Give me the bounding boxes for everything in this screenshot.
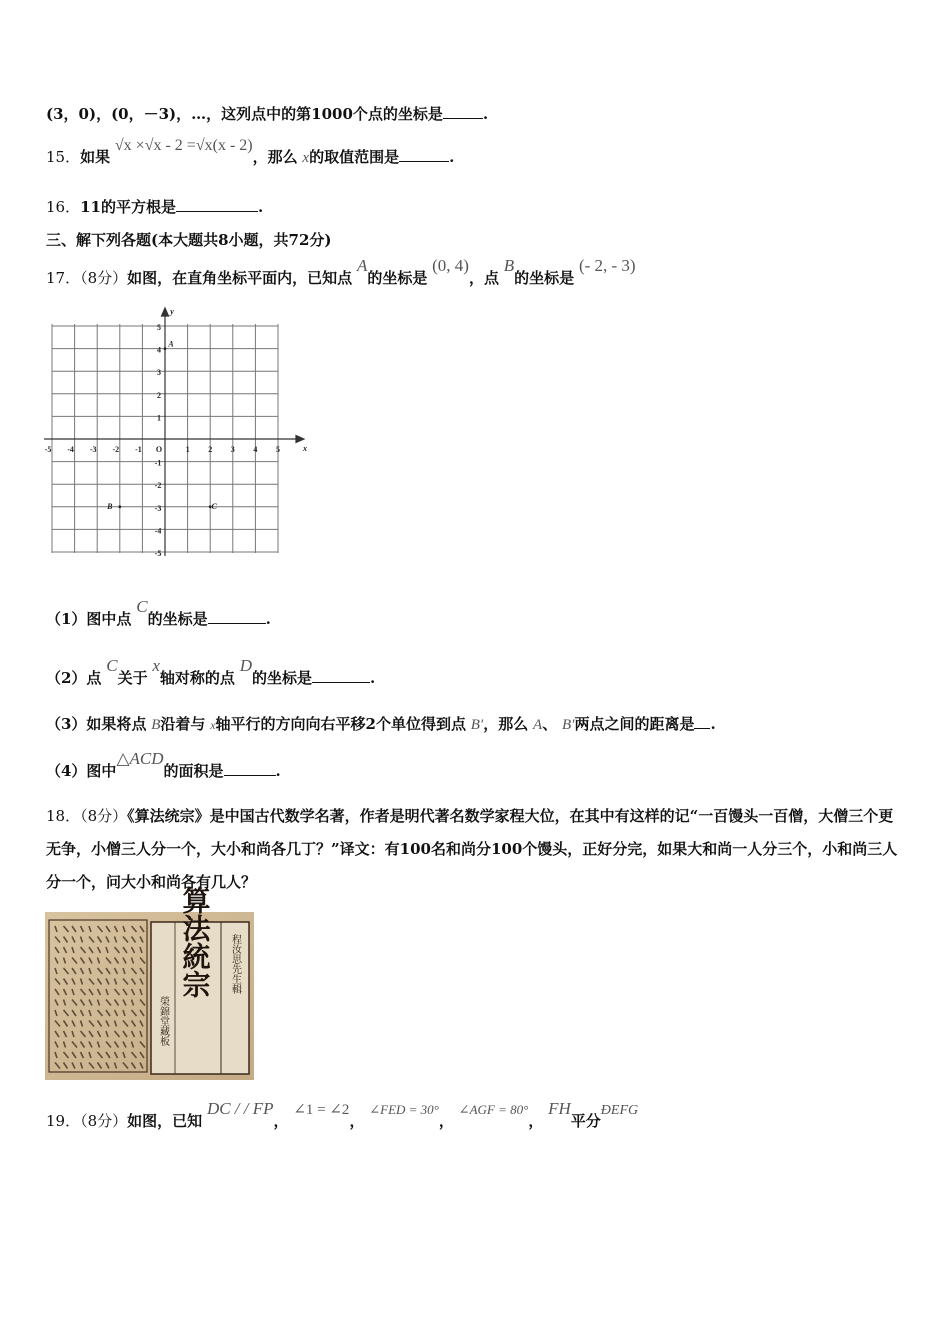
q17-sub4-var: △ACD: [116, 749, 164, 768]
x-tick-label: 3: [230, 445, 235, 454]
q17-sub2-mid1: 关于: [117, 669, 148, 687]
book-side-bottom: 榮錦堂藏板: [157, 996, 169, 1046]
y-tick-label: 3: [157, 368, 161, 378]
point-a-label: A: [168, 339, 174, 349]
y-tick-label: -3: [154, 503, 162, 513]
q17-sub2-var2: x: [152, 656, 160, 675]
q15-number: 15．: [46, 148, 81, 166]
x-axis-label: x: [303, 444, 307, 453]
q17-sub1-blank: [208, 609, 266, 624]
q19-expr4: ∠AGF = 80°: [458, 1102, 529, 1117]
suanfa-tongzong-book-image: [45, 886, 254, 1080]
y-tick-label: -5: [154, 549, 162, 558]
q19-sep3: ，: [438, 1112, 454, 1130]
q17-sub4-pre: （4）图中: [46, 762, 117, 780]
y-axis-label: y: [170, 307, 174, 316]
x-tick-label: 4: [253, 445, 258, 454]
book-illustration: [45, 886, 254, 1080]
q17-t4: 的坐标是: [514, 269, 575, 287]
q17-sub1-end: .: [265, 610, 271, 628]
q17-sub1: [46, 597, 271, 629]
q15-post: 的取值范围是: [309, 148, 400, 166]
q15-var: x: [302, 150, 310, 166]
q17-sub3-blank: [694, 714, 710, 729]
q17-t2: 的坐标是: [367, 269, 428, 287]
q15-mid: ，那么: [252, 148, 298, 166]
q14-tail-line: [46, 103, 488, 124]
q19-sep2: ，: [349, 1112, 365, 1130]
q17-b-coord: (- 2, - 3): [578, 256, 636, 275]
point-b-dot: [118, 505, 121, 508]
q18-paragraph: [46, 800, 906, 899]
y-tick-label: 5: [157, 323, 161, 332]
y-tick-label: -1: [154, 458, 162, 468]
section3-heading: 三、解下列各题(本大题共8小题，共72分): [46, 231, 332, 249]
q17-sub2-pre: （2）点: [46, 669, 102, 687]
q15-expr-left: √x ×√x - 2 =: [114, 137, 196, 154]
q17-point-b: B: [503, 256, 515, 275]
q17-point-a: A: [356, 256, 368, 275]
q16-line: [46, 196, 263, 217]
q17-sub4-end: .: [275, 762, 281, 780]
q19-expr1: DC / / FP: [206, 1099, 274, 1118]
q17-sub3-sep: 、: [542, 715, 558, 733]
book-title: 算法統宗: [178, 886, 212, 998]
q15-end: .: [449, 148, 455, 166]
q17-sub4-post: 的面积是: [163, 762, 224, 780]
q19-mid: 平分: [570, 1112, 601, 1130]
q18-number: 18．: [46, 807, 81, 825]
q17-sub2: [46, 656, 376, 688]
q17-sub1-post: 的坐标是: [147, 610, 208, 628]
q18-text: 《算法统宗》是中国古代数学名著，作者是明代著名数学家程大位，在其中有这样的记“一百馒头一百僧，大僧三个更无争，小僧三人分一个，大小和尚各几丁？”译文：有100名和尚分100个馒头，正好分完，如果大和尚一人分三个，小和尚三人分一个，问大小和尚各有几人？: [46, 807, 898, 891]
point-c-label: C: [211, 501, 217, 511]
y-tick-label: 2: [157, 390, 161, 400]
q19-line: [46, 1099, 639, 1131]
q17-number: 17．: [46, 269, 81, 287]
q14-answer-blank: [443, 104, 483, 119]
x-tick-label: -2: [112, 445, 120, 454]
q15-answer-blank: [399, 147, 449, 162]
q19-expr3: ∠FED = 30°: [369, 1102, 439, 1117]
q17-sub2-post: 的坐标是: [251, 669, 312, 687]
y-axis-arrow: [162, 308, 169, 316]
x-tick-label: O: [155, 445, 163, 454]
q19-score: （8分）: [80, 1112, 128, 1130]
x-axis-arrow: [296, 436, 304, 443]
q19-sep1: ，: [273, 1112, 289, 1130]
x-tick-label: 1: [185, 445, 190, 454]
q18-score: （8分）: [80, 807, 128, 825]
q14-tail-text: (3，0)，(0，－3)，…，这列点中的第1000个点的坐标是: [46, 105, 443, 123]
x-tick-label: -3: [89, 445, 97, 454]
q14-tail-end: .: [482, 105, 489, 123]
q17-sub2-var3: D: [239, 656, 252, 675]
q17-sub4: [46, 749, 281, 781]
y-tick-label: 1: [157, 413, 161, 423]
y-tick-label: -2: [154, 481, 162, 491]
q17-sub3-var3: B′: [470, 717, 484, 733]
point-a-dot: [164, 347, 167, 350]
q17-sub2-var1: C: [106, 656, 118, 675]
book-side-top: 程汝思先生輯: [229, 934, 241, 994]
x-tick-label: -4: [67, 445, 74, 454]
q17-sub3-end: .: [710, 715, 716, 733]
q17-sub4-blank: [224, 761, 276, 776]
q19-expr6: ÐEFG: [600, 1103, 639, 1118]
q15-pre: 如果: [80, 148, 111, 166]
q17-sub1-var: C: [136, 597, 148, 616]
x-tick-label: 5: [276, 445, 280, 454]
q19-number: 19．: [46, 1112, 81, 1130]
q16-number: 16．: [46, 198, 81, 216]
q17-sub2-blank: [312, 668, 370, 683]
q15-line: [46, 137, 455, 167]
q19-pre: 如图，已知: [127, 1112, 203, 1130]
x-tick-label: -1: [135, 445, 142, 454]
q19-expr5: FH: [548, 1099, 571, 1118]
q17-sub3-var2: x: [210, 718, 216, 732]
q17-sub3-var1: B: [151, 717, 161, 733]
q17-line: [46, 256, 636, 288]
y-tick-label: 4: [157, 345, 161, 355]
x-tick-label: 2: [208, 445, 213, 454]
q17-score: （8分）: [80, 269, 128, 287]
coordinate-grid: [44, 305, 306, 557]
q19-sep4: ，: [528, 1112, 544, 1130]
q16-answer-blank: [176, 197, 258, 212]
q17-t3: ，点: [468, 269, 499, 287]
q17-sub3-mid3: ，那么: [483, 715, 529, 733]
q17-sub3-mid2: 轴平行的方向向右平移2个单位得到点: [215, 715, 466, 733]
q17-sub3-var4: A: [533, 717, 543, 733]
y-tick-label: -4: [154, 526, 162, 536]
x-tick-label: -5: [44, 445, 52, 454]
q17-sub3: [46, 713, 716, 734]
q17-sub3-pre: （3）如果将点: [46, 715, 147, 733]
q17-sub3-post: 两点之间的距离是: [574, 715, 695, 733]
q17-sub2-mid2: 轴对称的点: [159, 669, 235, 687]
q17-t1: 如图，在直角坐标平面内，已知点: [127, 269, 353, 287]
q17-sub3-mid1: 沿着与: [160, 715, 206, 733]
q17-sub2-end: .: [370, 669, 376, 687]
coordinate-grid-figure: [44, 305, 306, 557]
q17-sub1-pre: （1）图中点: [46, 610, 132, 628]
q17-sub3-var5: B′: [561, 717, 575, 733]
q17-a-coord: (0, 4): [432, 256, 469, 275]
q19-expr2: ∠1 = ∠2: [293, 1102, 350, 1118]
q16-end: .: [257, 198, 264, 216]
point-b-label: B: [107, 501, 113, 511]
q16-text: 11的平方根是: [80, 198, 176, 216]
q15-expr-right: √x(x - 2): [195, 137, 253, 154]
